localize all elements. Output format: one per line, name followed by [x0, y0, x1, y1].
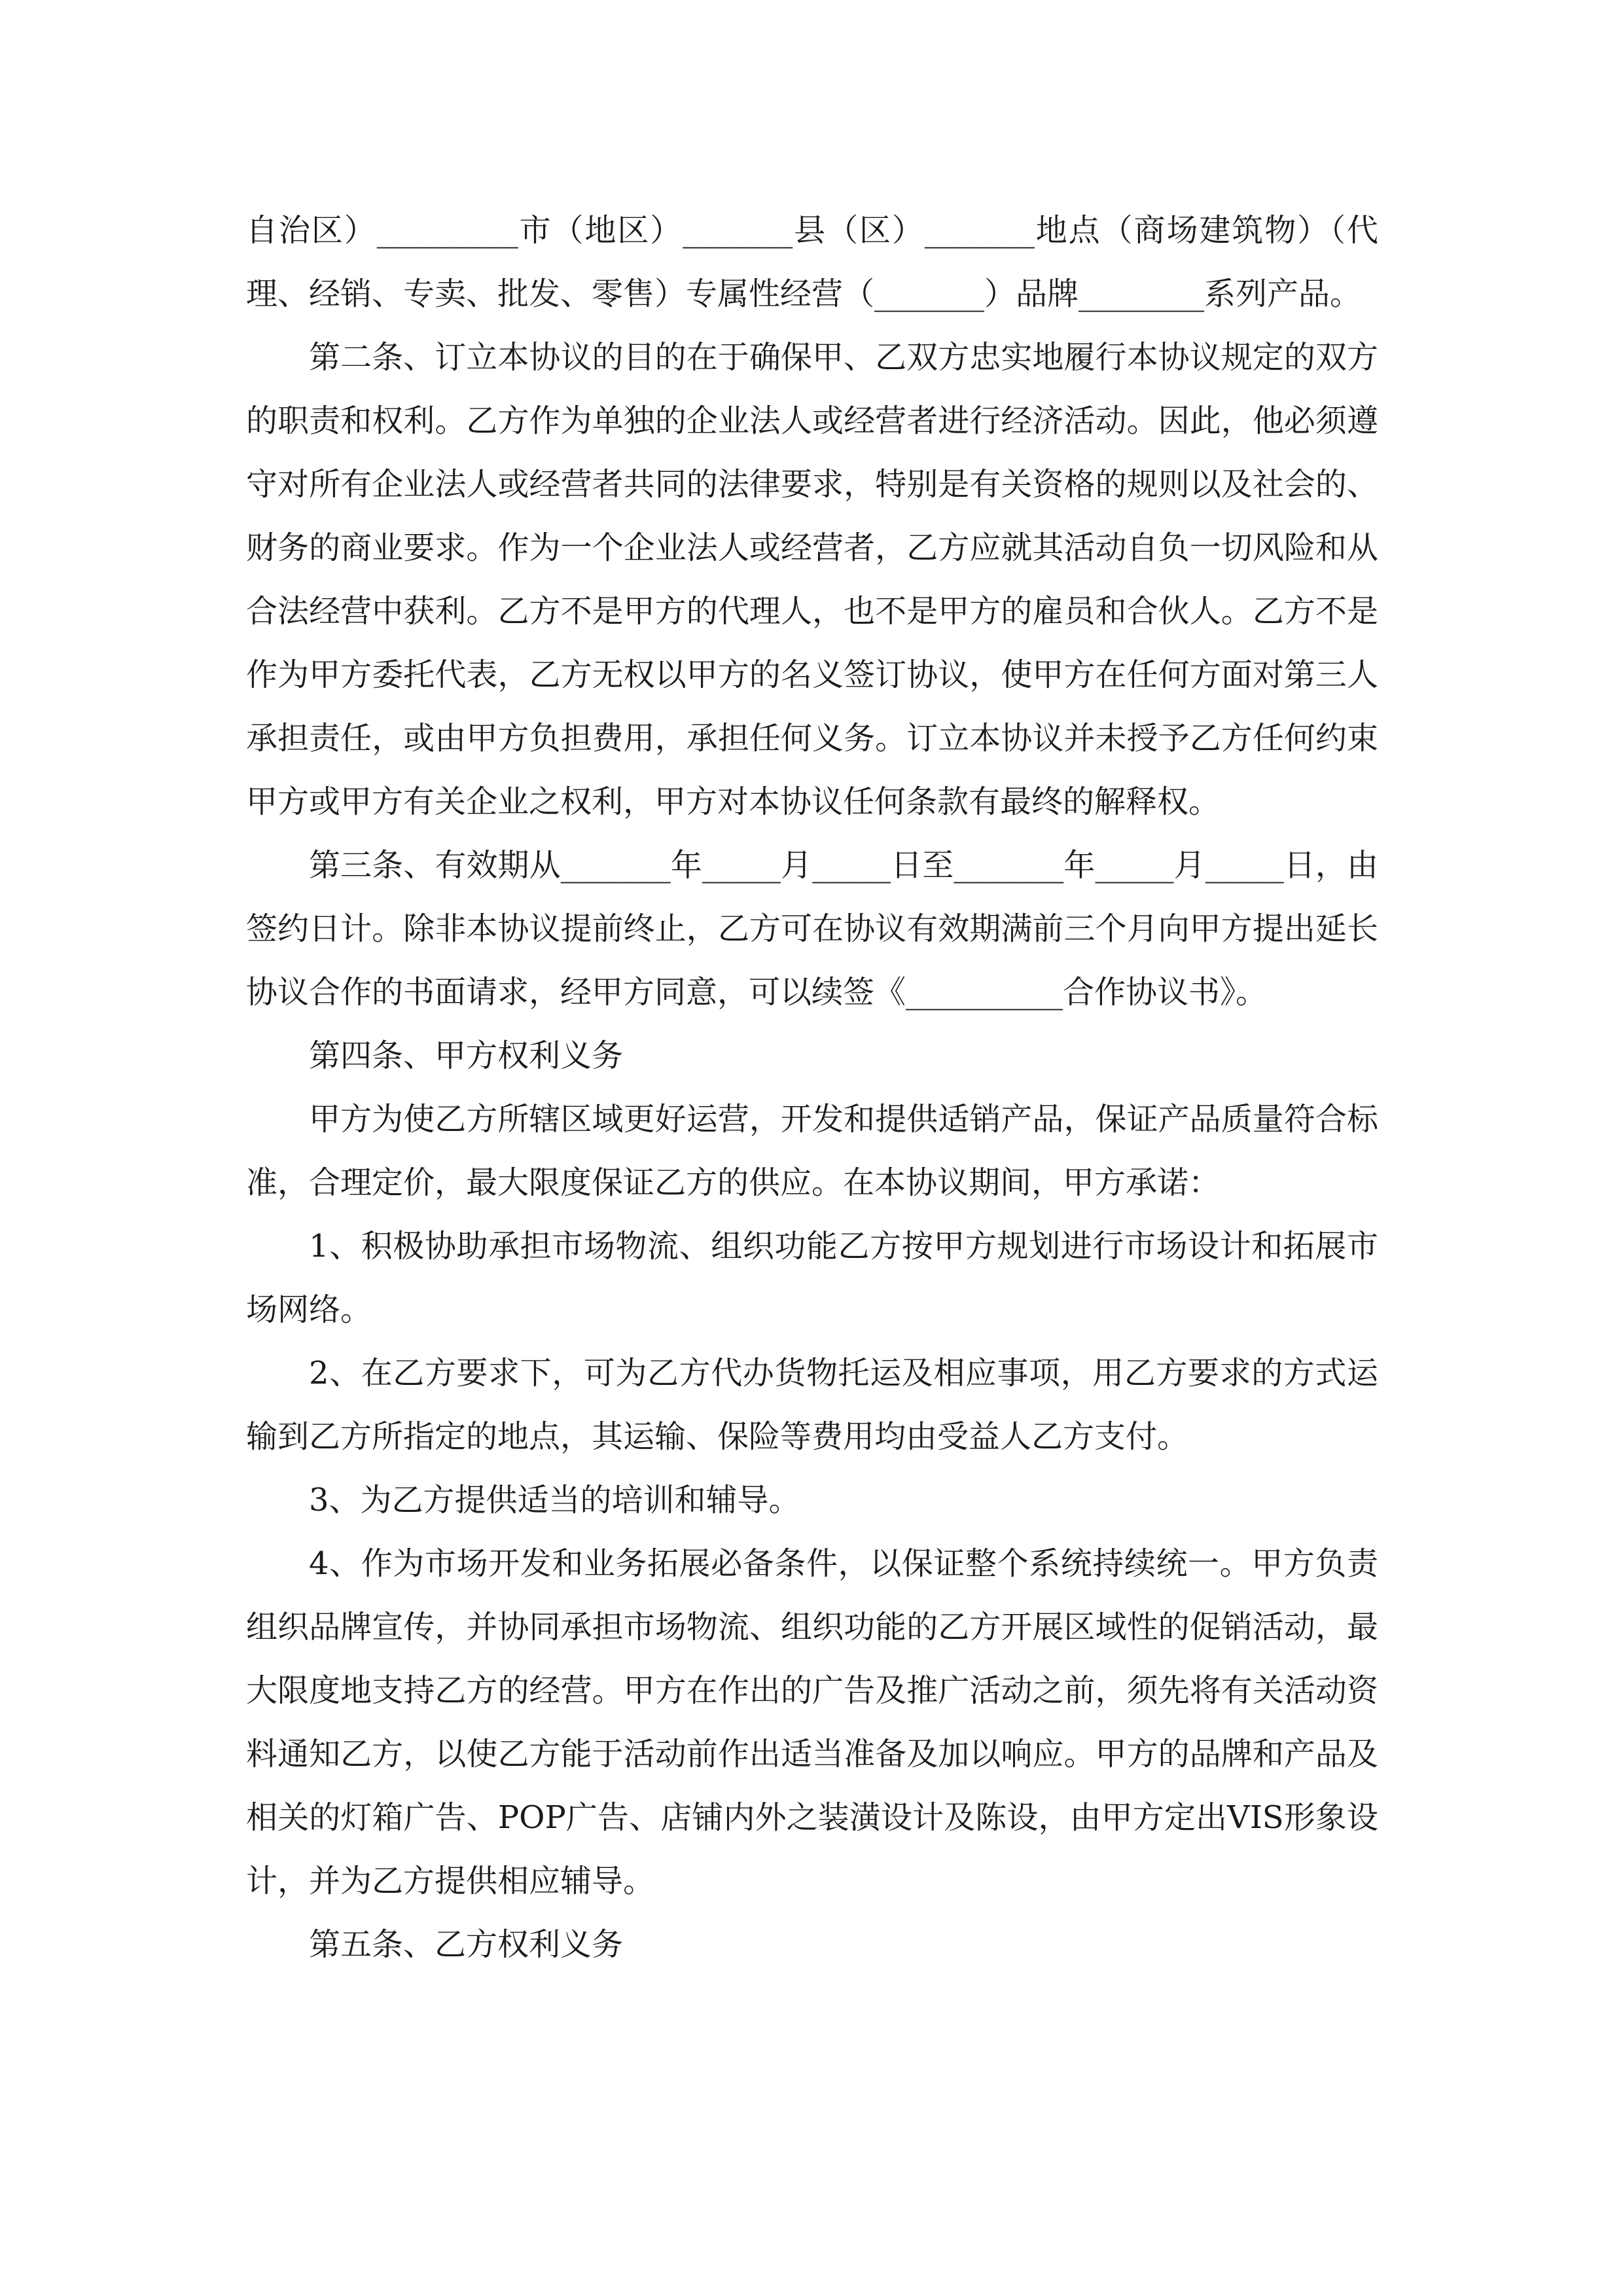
paragraph-article-3: 第三条、有效期从_______年_____月_____日至_______年_____月_____日，由签约日计。除非本协议提前终止，乙方可在协议有效期满前三个月向甲方提出延长协议合作的书面请求，经甲方同意，可以续签《__________合作协议书》。: [246, 847, 1378, 1011]
paragraph-article-4-item-3: 3、为乙方提供适当的培训和辅导。: [309, 1482, 800, 1518]
document-body: [246, 199, 1378, 1977]
paragraph-article-4-intro: 甲方为使乙方所辖区域更好运营，开发和提供适销产品，保证产品质量符合标准，合理定价，最大限度保证乙方的供应。在本协议期间，甲方承诺：: [246, 1101, 1378, 1201]
paragraph-article-2: 第二条、订立本协议的目的在于确保甲、乙双方忠实地履行本协议规定的双方的职责和权利。乙方作为单独的企业法人或经营者进行经济活动。因此，他必须遵守对所有企业法人或经营者共同的法律要求，特别是有关资格的规则以及社会的、财务的商业要求。作为一个企业法人或经营者，乙方应就其活动自负一切风险和从合法经营中获利。乙方不是甲方的代理人，也不是甲方的雇员和合伙人。乙方不是作为甲方委托代表，乙方无权以甲方的名义签订协议，使甲方在任何方面对第三人承担责任，或由甲方负担费用，承担任何义务。订立本协议并未授予乙方任何约束甲方或甲方有关企业之权利，甲方对本协议任何条款有最终的解释权。: [246, 339, 1378, 820]
paragraph-article-4-item-2: 2、在乙方要求下，可为乙方代办货物托运及相应事项，用乙方要求的方式运输到乙方所指定的地点，其运输、保险等费用均由受益人乙方支付。: [246, 1355, 1378, 1455]
paragraph-scope-continuation: 自治区）_________市（地区）_______县（区）_______地点（商场建筑物）（代理、经销、专卖、批发、零售）专属性经营（_______）品牌________系列产品。: [246, 212, 1378, 312]
paragraph-article-4-item-4: 4、作为市场开发和业务拓展必备条件，以保证整个系统持续统一。甲方负责组织品牌宣传，并协同承担市场物流、组织功能的乙方开展区域性的促销活动，最大限度地支持乙方的经营。甲方在作出的广告及推广活动之前，须先将有关活动资料通知乙方，以使乙方能于活动前作出适当准备及加以响应。甲方的品牌和产品及相关的灯箱广告、POP广告、店铺内外之装潢设计及陈设，由甲方定出VIS形象设计，并为乙方提供相应辅导。: [246, 1545, 1378, 1899]
heading-article-4: 第四条、甲方权利义务: [309, 1037, 624, 1074]
paragraph-article-4-item-1: 1、积极协助承担市场物流、组织功能乙方按甲方规划进行市场设计和拓展市场网络。: [246, 1228, 1378, 1328]
heading-article-5: 第五条、乙方权利义务: [309, 1926, 624, 1963]
